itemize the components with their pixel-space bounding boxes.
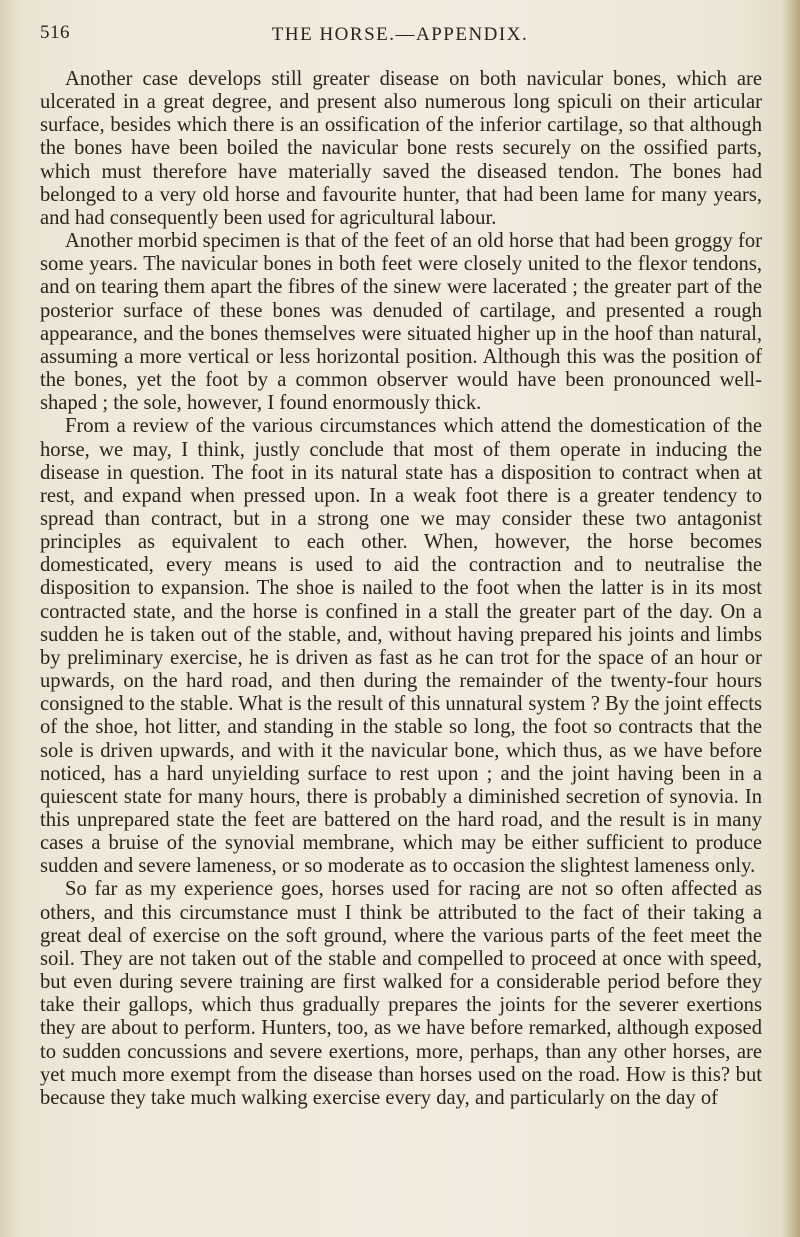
body-text: [40, 68, 762, 1110]
page-edge: [782, 0, 800, 1237]
paragraph-4: So far as my experience goes, horses used for racing are not so often affected as others, and this circumstance must I think be attributed to the fact of their taking a great deal of exercise on the soft ground, where the various parts of the feet meet the soil. They are not taken out of the stable and compelled to proceed at once with speed, but even during severe training are first walked for a considerable period before they take their gallops, which thus gradually prepares the joints for the severer exertions they are about to perform. Hunters, too, as we have before remarked, although exposed to sudden concussions and severe exertions, more, perhaps, than any other horses, are yet much more exempt from the disease than horses used on the road. How is this? but because they take much walking exercise every day, and particularly on the day of: [40, 878, 762, 1109]
page-number: 516: [40, 22, 70, 43]
page-header: [40, 22, 760, 52]
paragraph-3: From a review of the various circumstances which attend the domestication of the horse, we may, I think, justly conclude that most of them operate in inducing the disease in question. The foot in its natural state has a disposition to contract when at rest, and expand when pressed upon. In a weak foot there is a greater tendency to spread than contract, but in a strong one we may consider these two antagonist principles as equivalent to each other. When, however, the horse becomes domesticated, every means is used to aid the contraction and to neutralise the disposition to expansion. The shoe is nailed to the foot when the latter is in its most contracted state, and the horse is confined in a stall the greater part of the day. On a sudden he is taken out of the stable, and, without having prepared his joints and limbs by preliminary exercise, he is driven as fast as he can trot for the space of an hour or upwards, on the hard road, and then during the remainder of the twenty-four hours consigned to the stable. What is the result of this unnatural system ? By the joint effects of the shoe, hot litter, and standing in the stable so long, the foot so contracts that the sole is driven upwards, and with it the navicular bone, which thus, as we have before noticed, has a hard unyielding surface to rest upon ; and the joint having been in a quiescent state for many hours, there is probably a diminished secretion of synovia. In this unprepared state the feet are battered on the hard road, and the result is in many cases a bruise of the synovial membrane, which may be either sufficient to produce sudden and severe lameness, or so moderate as to occasion the slightest lameness only.: [40, 415, 762, 878]
paragraph-1: Another case develops still greater disease on both navicular bones, which are ulcerated in a great degree, and present also numerous long spiculi on their articular surface, besides which there is an ossification of the inferior cartilage, so that although the bones have been boiled the navicular bone rests securely on the ossified parts, which must therefore have materially saved the diseased tendon. The bones had belonged to a very old horse and favourite hunter, that had been lame for many years, and had consequently been used for agricultural labour.: [40, 68, 762, 229]
running-head: THE HORSE.—APPENDIX.: [271, 24, 529, 45]
page-gutter-shadow: [0, 0, 22, 1237]
paragraph-2: Another morbid specimen is that of the feet of an old horse that had been groggy for some years. The navicular bones in both feet were closely united to the flexor tendons, and on tearing them apart the fibres of the sinew were lacerated ; the greater part of the posterior surface of these bones was denuded of cartilage, and presented a rough appearance, and the bones themselves were situated higher up in the hoof than natural, assuming a more vertical or less horizontal position. Although this was the position of the bones, yet the foot by a common observer would have been pronounced well-shaped ; the sole, however, I found enormously thick.: [40, 230, 762, 415]
